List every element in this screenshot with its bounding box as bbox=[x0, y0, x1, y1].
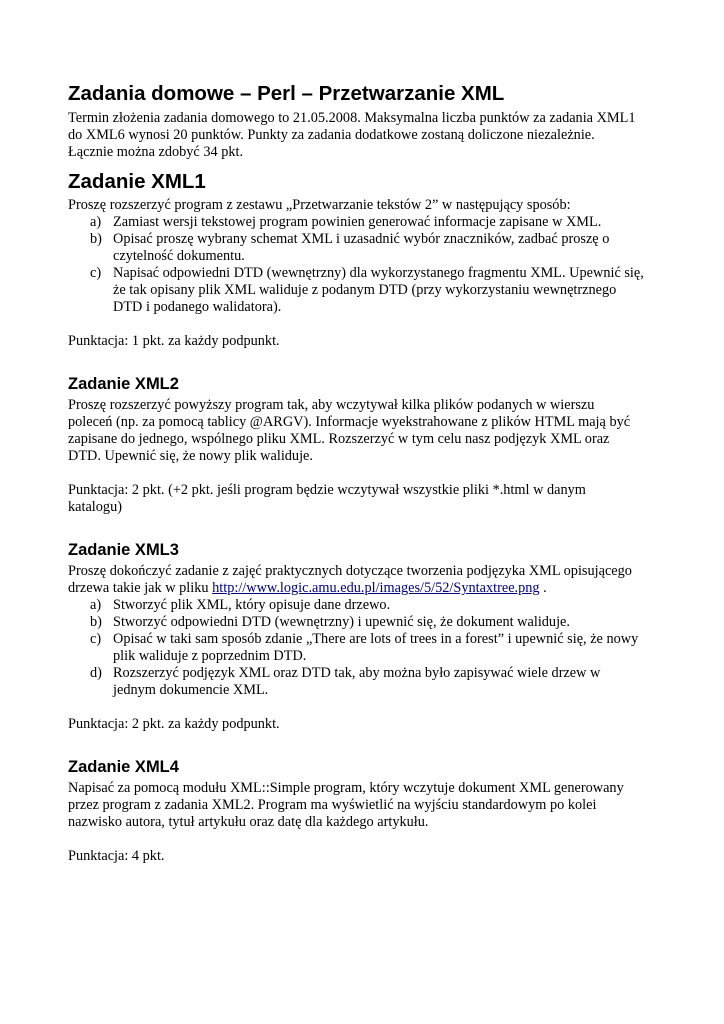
list-marker: c) bbox=[90, 631, 102, 647]
paragraph-line: Proszę rozszerzyć powyższy program tak, aby wczytywał kilka plików podanych w wierszu bbox=[68, 397, 595, 413]
list-item bbox=[68, 665, 660, 699]
list-item-line: DTD i podanego walidatora). bbox=[113, 299, 282, 315]
score-text: Punktacja: 1 pkt. za każdy podpunkt. bbox=[68, 333, 280, 349]
list-item-line: Opisać proszę wybrany schemat XML i uzasadnić wybór znaczników, zadbać proszę o bbox=[113, 231, 610, 247]
list-marker: d) bbox=[90, 665, 102, 681]
list-marker: c) bbox=[90, 265, 102, 281]
paragraph-line: zapisane do jednego, wspólnego pliku XML. Rozszerzyć w tym celu nasz podjęzyk XML oraz bbox=[68, 431, 610, 447]
list-item-line: Zamiast wersji tekstowej program powinien generować informacje zapisane w XML. bbox=[113, 214, 602, 230]
list-item-line: Stworzyć plik XML, który opisuje dane drzewo. bbox=[113, 597, 391, 613]
list-item bbox=[68, 597, 660, 614]
list-item-line: czytelność dokumentu. bbox=[113, 248, 245, 264]
list-item-line: że tak opisany plik XML waliduje z podanym DTD (przy wykorzystaniu wewnętrznego bbox=[113, 282, 617, 298]
intro-paragraph bbox=[68, 110, 660, 161]
syntaxtree-link[interactable]: http://www.logic.amu.edu.pl/images/5/52/Syntaxtree.png bbox=[212, 580, 540, 596]
section-heading-xml2: Zadanie XML2 bbox=[68, 375, 179, 393]
section-xml3 bbox=[68, 540, 660, 733]
paragraph-line: Napisać za pomocą modułu XML::Simple program, który wczytuje dokument XML generowany bbox=[68, 780, 624, 796]
list-item-line: jednym dokumencie XML. bbox=[113, 682, 269, 698]
intro-line: do XML6 wynosi 20 punktów. Punkty za zadania dodatkowe zostaną doliczone niezależnie. bbox=[68, 127, 595, 143]
list-item bbox=[68, 214, 660, 231]
list-item-line: Rozszerzyć podjęzyk XML oraz DTD tak, aby można było zapisywać wiele drzew w bbox=[113, 665, 601, 681]
section-lead: Proszę rozszerzyć program z zestawu „Przetwarzanie tekstów 2” w następujący sposób: bbox=[68, 197, 571, 213]
list-item bbox=[68, 614, 660, 631]
paragraph-line: nazwisko autora, tytuł artykułu oraz datę dla każdego artykułu. bbox=[68, 814, 429, 830]
list-item-line: Opisać w taki sam sposób zdanie „There are lots of trees in a forest” i upewnić się, że nowy bbox=[113, 631, 639, 647]
task-list bbox=[68, 597, 660, 699]
score-text: Punktacja: 2 pkt. (+2 pkt. jeśli program będzie wczytywał wszystkie pliki *.html w danym bbox=[68, 482, 586, 498]
section-heading-xml4: Zadanie XML4 bbox=[68, 758, 179, 776]
list-marker: a) bbox=[90, 214, 102, 230]
inline-text: drzewa takie jak w pliku bbox=[68, 580, 213, 596]
section-xml2 bbox=[68, 374, 660, 516]
paragraph-line: Proszę dokończyć zadanie z zajęć praktycznych dotyczące tworzenia podjęzyka XML opisującego bbox=[68, 563, 632, 579]
score-text: Punktacja: 2 pkt. za każdy podpunkt. bbox=[68, 716, 280, 732]
list-marker: b) bbox=[90, 231, 102, 247]
score-text: katalogu) bbox=[68, 499, 122, 515]
paragraph-line bbox=[68, 580, 660, 597]
intro-line: Łącznie można zdobyć 34 pkt. bbox=[68, 144, 244, 160]
document-page bbox=[68, 82, 660, 865]
paragraph-line: przez program z zadania XML2. Program ma wyświetlić na wyjściu standardowym po kolei bbox=[68, 797, 597, 813]
list-item bbox=[68, 231, 660, 265]
list-item-line: Stworzyć odpowiedni DTD (wewnętrzny) i upewnić się, że dokument waliduje. bbox=[113, 614, 570, 630]
section-xml1 bbox=[68, 170, 660, 350]
list-item bbox=[68, 631, 660, 665]
list-item-line: plik waliduje z poprzednim DTD. bbox=[113, 648, 307, 664]
document-title: Zadania domowe – Perl – Przetwarzanie XML bbox=[68, 82, 505, 105]
section-heading-xml1: Zadanie XML1 bbox=[68, 170, 206, 193]
list-marker: a) bbox=[90, 597, 102, 613]
list-marker: b) bbox=[90, 614, 102, 630]
list-item-line: Napisać odpowiedni DTD (wewnętrzny) dla wykorzystanego fragmentu XML. Upewnić się, bbox=[113, 265, 644, 281]
section-heading-xml3: Zadanie XML3 bbox=[68, 541, 179, 559]
section-xml4 bbox=[68, 757, 660, 865]
inline-text: . bbox=[539, 580, 547, 596]
paragraph-line: poleceń (np. za pomocą tablicy @ARGV). Informacje wyekstrahowane z plików HTML mają być bbox=[68, 414, 631, 430]
task-list bbox=[68, 214, 660, 316]
score-text: Punktacja: 4 pkt. bbox=[68, 848, 165, 864]
list-item bbox=[68, 265, 660, 316]
intro-line: Termin złożenia zadania domowego to 21.05.2008. Maksymalna liczba punktów za zadania XML1 bbox=[68, 110, 636, 126]
paragraph-line: DTD. Upewnić się, że nowy plik waliduje. bbox=[68, 448, 313, 464]
